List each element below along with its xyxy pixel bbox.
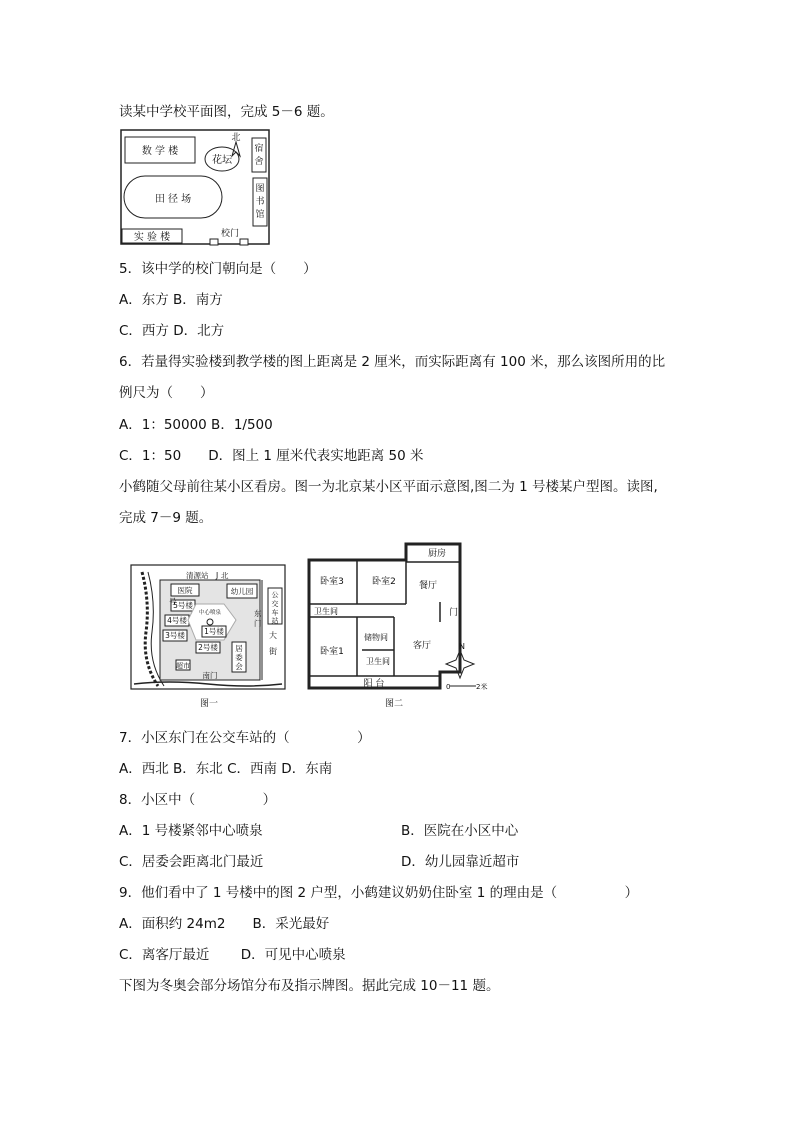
svg-text:号: 号 [169, 597, 177, 606]
garden-label: 花坛 [212, 155, 232, 166]
svg-text:J: J [216, 571, 219, 580]
bedroom1-label: 卧室1 [320, 647, 344, 657]
teaching-building-label: 数 学 楼 [141, 146, 179, 157]
q8-option-d: D．幼儿园靠近超市 [401, 854, 520, 870]
svg-text:馆: 馆 [255, 210, 265, 220]
school-map-figure [119, 128, 271, 248]
svg-text:2号楼: 2号楼 [198, 643, 218, 652]
svg-text:宿: 宿 [254, 144, 264, 154]
community-map-figure [128, 562, 290, 710]
svg-text:幼儿园: 幼儿园 [230, 587, 254, 596]
svg-text:图: 图 [255, 184, 265, 194]
storage-label: 储物间 [364, 633, 388, 642]
q5-options-2: C．西方 D．北方 [119, 323, 225, 339]
bedroom3-label: 卧室3 [320, 577, 344, 587]
svg-text:超市: 超市 [176, 662, 190, 670]
svg-text:0: 0 [446, 683, 451, 691]
svg-text:大: 大 [269, 631, 277, 640]
north-label: 北 [231, 133, 241, 143]
north-arrow-icon [232, 142, 240, 156]
q8-option-c: C．居委会距离北门最近 [119, 854, 264, 870]
svg-text:东: 东 [254, 609, 262, 618]
intro-text-2-line2: 完成 7－9 题。 [119, 510, 213, 526]
bedroom2-label: 卧室2 [372, 577, 396, 587]
svg-text:2米: 2米 [476, 683, 488, 691]
svg-text:交: 交 [271, 600, 279, 608]
svg-text:4号楼: 4号楼 [167, 616, 187, 625]
intro-text-2-line1: 小鹤随父母前往某小区看房。图一为北京某小区平面示意图,图二为 1 号楼某户型图。读图, [119, 479, 658, 495]
balcony-label: 阳 台 [363, 679, 385, 689]
q6-stem-2: 例尺为（ ） [119, 385, 214, 401]
q6-options-2: C．1：50 D．图上 1 厘米代表实地距离 50 米 [119, 448, 424, 464]
svg-text:会: 会 [235, 662, 243, 671]
living-room-label: 客厅 [412, 641, 432, 651]
kitchen-label: 厨房 [427, 549, 447, 559]
compass-north-label: N [459, 642, 465, 651]
fig1-caption: 图一 [199, 699, 219, 709]
q8-option-b: B．医院在小区中心 [401, 823, 519, 839]
svg-text:3号楼: 3号楼 [165, 631, 185, 640]
gate-label: 校门 [220, 229, 240, 239]
q8-option-a: A．1 号楼紧邻中心喷泉 [119, 823, 263, 839]
svg-text:委: 委 [235, 653, 243, 662]
svg-text:居: 居 [235, 644, 243, 653]
track-label: 田 径 场 [154, 194, 192, 205]
svg-text:中心喷泉: 中心喷泉 [198, 610, 222, 616]
svg-text:车: 车 [271, 609, 279, 617]
q7-stem: 7．小区东门在公交车站的（ ） [119, 730, 371, 746]
q6-stem-1: 6．若量得实验楼到教学楼的图上距离是 2 厘米，而实际距离有 100 米，那么该图所用的比 [119, 354, 666, 370]
q8-stem: 8．小区中（ ） [119, 792, 277, 808]
intro-text-1: 读某中学校平面图，完成 5－6 题。 [119, 104, 334, 120]
svg-text:南门: 南门 [202, 671, 218, 680]
fig2-caption: 图二 [384, 699, 404, 709]
dining-label: 餐厅 [418, 581, 438, 591]
intro-text-3: 下图为冬奥会部分场馆分布及指示牌图。据此完成 10－11 题。 [119, 978, 500, 994]
svg-text:清源站: 清源站 [186, 571, 209, 580]
q9-options-1: A．面积约 24m2 B．采光最好 [119, 916, 330, 932]
toilet2-label: 卫生间 [366, 657, 390, 666]
q6-options-1: A．1：50000 B．1/500 [119, 417, 273, 433]
q7-options: A．西北 B．东北 C．西南 D．东南 [119, 761, 333, 777]
svg-text:站: 站 [271, 617, 279, 625]
q5-stem: 5．该中学的校门朝向是（ ） [119, 261, 317, 277]
toilet1-label: 卫生间 [314, 607, 338, 616]
door-label: 门 [449, 608, 459, 618]
floor-plan-figure [302, 542, 492, 712]
lab-label: 实 验 楼 [133, 232, 171, 243]
svg-text:1号楼: 1号楼 [204, 627, 224, 636]
svg-text:舍: 舍 [254, 157, 264, 167]
svg-text:门: 门 [254, 619, 262, 628]
q5-options-1: A．东方 B．南方 [119, 292, 223, 308]
q9-stem: 9．他们看中了 1 号楼中的图 2 户型，小鹤建议奶奶住卧室 1 的理由是（ ） [119, 885, 639, 901]
svg-text:街: 街 [269, 647, 277, 656]
svg-text:书: 书 [255, 197, 265, 207]
q9-options-2: C．离客厅最近 D．可见中心喷泉 [119, 947, 346, 963]
svg-text:北: 北 [221, 571, 229, 580]
svg-text:5号楼: 5号楼 [173, 601, 193, 610]
svg-text:医院: 医院 [177, 586, 193, 595]
svg-text:公: 公 [271, 591, 279, 599]
